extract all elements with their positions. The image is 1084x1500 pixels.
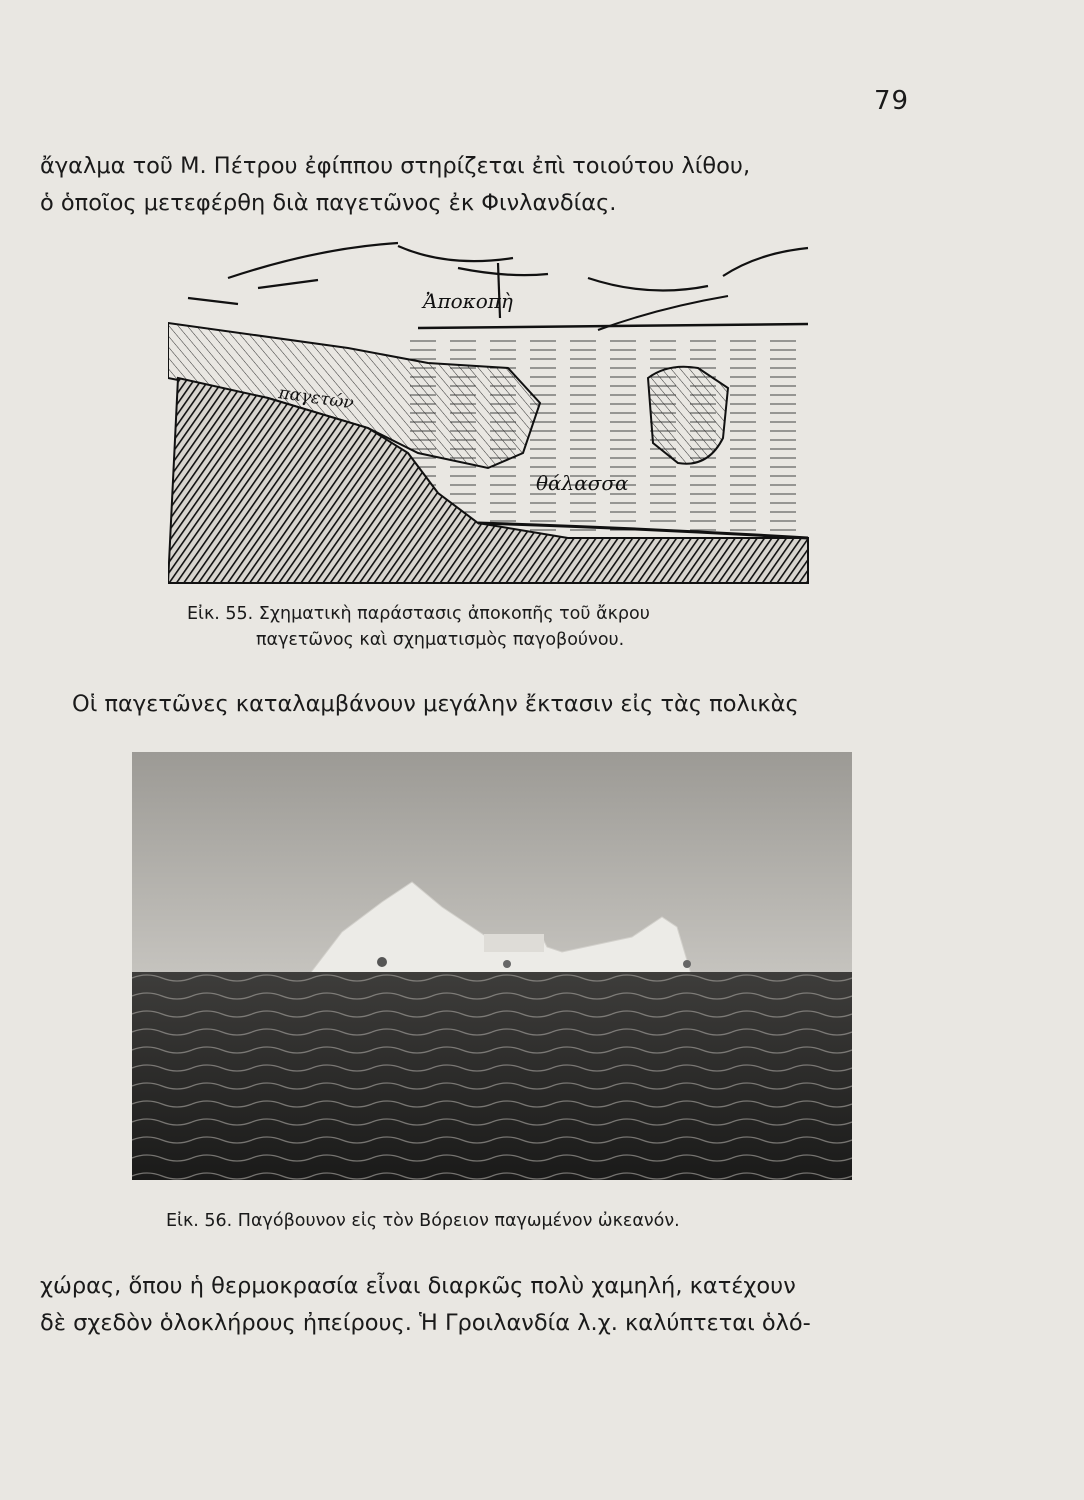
- label-glacier: παγετών: [277, 383, 355, 414]
- figure-55-glacier-diagram: [168, 238, 816, 588]
- caption-line: Εἰκ. 55. Σχηματικὴ παράστασις ἀποκοπῆς τοῦ ἄκρου: [187, 604, 650, 624]
- text-line: ὁ ὁποῖος μετεφέρθη διὰ παγετῶνος ἐκ Φινλανδίας.: [40, 190, 617, 216]
- figure-55-caption: [187, 601, 650, 653]
- text-line: ἄγαλμα τοῦ Μ. Πέτρου ἐφίππου στηρίζεται ἐπὶ τοιούτου λίθου,: [40, 153, 751, 179]
- paragraph-bottom: [40, 1268, 811, 1342]
- text-line: χώρας, ὅπου ἡ θερμοκρασία εἶναι διαρκῶς πολὺ χαμηλή, κατέχουν: [40, 1273, 796, 1299]
- iceberg-shape: [648, 367, 728, 464]
- text-line: δὲ σχεδὸν ὁλοκλήρους ἠπείρους. Ἡ Γροιλανδία λ.χ. καλύπτεται ὁλό-: [40, 1310, 811, 1336]
- label-sea: θάλασσα: [536, 471, 629, 495]
- page-number: 79: [874, 86, 910, 116]
- paragraph-middle: [72, 686, 799, 723]
- text-line: Οἱ παγετῶνες καταλαμβάνουν μεγάλην ἔκτασιν εἰς τὰς πολικὰς: [72, 691, 799, 717]
- caption-line: παγετῶνος καὶ σχηματισμὸς παγοβούνου.: [256, 630, 625, 650]
- figure-56-iceberg-photo: [132, 752, 852, 1180]
- label-cut: Ἀποκοπὴ: [423, 289, 513, 313]
- figure-56-caption: Εἰκ. 56. Παγόβουνον εἰς τὸν Βόρειον παγωμένον ὠκεανόν.: [166, 1211, 680, 1231]
- paragraph-intro: [40, 148, 750, 222]
